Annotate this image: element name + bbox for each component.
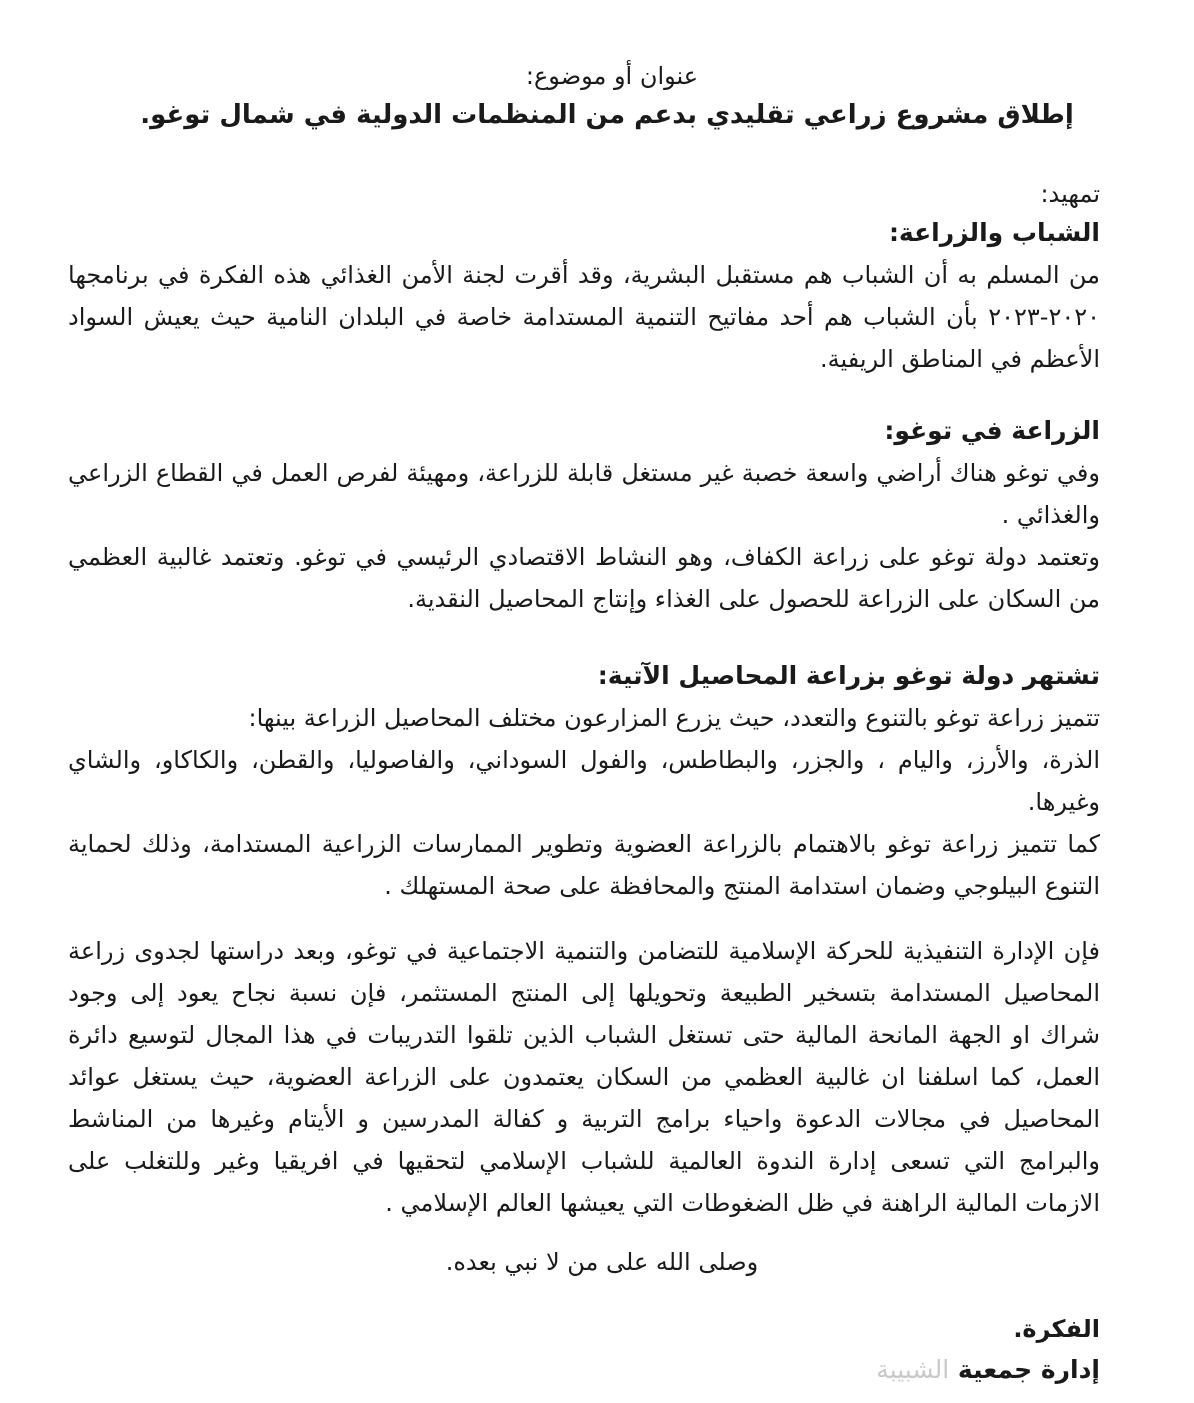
signature-admin-text: إدارة جمعية (957, 1355, 1100, 1384)
section-paragraph: وتعتمد دولة توغو على زراعة الكفاف، وهو النشاط الاقتصادي الرئيسي في توغو. وتعتمد غالبية العظمي من السكان على الزراعة للحصول على الغذاء وإنتاج المحاصيل النقدية. (68, 543, 1100, 613)
section-heading: الشباب والزراعة: (888, 218, 1100, 247)
section-paragraph: الذرة، والأرز، واليام ، والجزر، والبطاطس، والفول السوداني، والفاصوليا، والقطن، والكاكاو، والشاي وغيرها. (68, 746, 1100, 816)
section-youth-agriculture (68, 212, 1100, 380)
section-paragraph: وفي توغو هناك أراضي واسعة خصبة غير مستغل قابلة للزراعة، ومهيئة لفرص العمل في القطاع الزراعي والغذائي . (68, 459, 1100, 529)
intro-label: تمهيد: (1040, 180, 1100, 208)
section-heading: الزراعة في توغو: (884, 416, 1100, 445)
section-paragraph: تتميز زراعة توغو بالتنوع والتعدد، حيث يزرع المزارعون مختلف المحاصيل الزراعة بينها: (248, 704, 1100, 732)
document-title: إطلاق مشروع زراعي تقليدي بدعم من المنظمات الدولية في شمال توغو. (140, 100, 1074, 130)
section-agriculture-togo (68, 410, 1100, 620)
subject-label: عنوان أو موضوع: (525, 62, 699, 90)
signature-administration (876, 1355, 1100, 1384)
section-crops (68, 655, 1100, 907)
section-paragraph: كما تتميز زراعة توغو بالاهتمام بالزراعة العضوية وتطوير الممارسات الزراعية المستدامة، وذلك لحماية التنوع البيلوجي وضمان استدامة المنتج والمحافظة على صحة المستهلك . (68, 830, 1100, 900)
closing-line: وصلى الله على من لا نبي بعده. (445, 1248, 759, 1276)
signature-idea: الفكرة. (1013, 1315, 1100, 1343)
section-heading: تشتهر دولة توغو بزراعة المحاصيل الآتية: (597, 661, 1100, 690)
section-paragraph: فإن الإدارة التنفيذية للحركة الإسلامية للتضامن والتنمية الاجتماعية في توغو، وبعد دراستها لجدوى زراعة المحاصيل المستدامة بتسخير الطبيعة وتحويلها إلى المنتج المستثمر، فإن نسبة نجاح يعود إلى وجود شراك او الجهة المانحة المالية حتى تستغل الشباب الذين تلقوا التدريبات في هذا المجال لتوسيع دائرة العمل، كما اسلفنا ان غالبية العظمي من السكان يعتمدون على الزراعة العضوية، حيث يستغل عوائد المحاصيل في مجالات الدعوة واحياء برامج التربية و كفالة المدرسين و الأيتام وغيرها من المناشط والبرامج التي تسعى إدارة الندوة العالمية للشباب الإسلامي لتحقيها في افريقيا وغير وللتغلب على الازمات المالية الراهنة في ظل الضغوطات التي يعيشها العالم الإسلامي . (68, 937, 1100, 1217)
section-administration (68, 930, 1100, 1224)
section-paragraph: من المسلم به أن الشباب هم مستقبل البشرية، وقد أقرت لجنة الأمن الغذائي هذه الفكرة في برنامجها ٢٠٢٠-٢٠٢٣ بأن الشباب هم أحد مفاتيح التنمية المستدامة خاصة في البلدان النامية حيث يعيش السواد الأعظم في المناطق الريفية. (68, 261, 1100, 373)
signature-faded-text: الشبيبة (876, 1355, 950, 1384)
